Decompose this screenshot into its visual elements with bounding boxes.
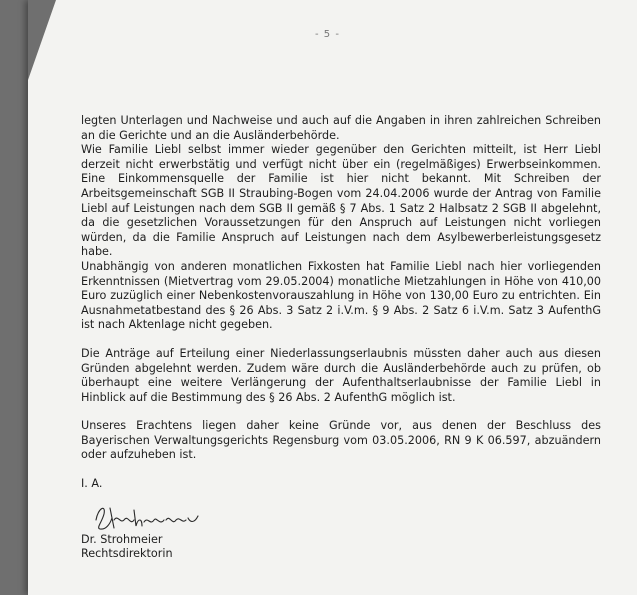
signer-title: Rechtsdirektorin — [81, 547, 173, 560]
page-number: - 5 - — [315, 29, 340, 40]
letter-body — [81, 114, 601, 492]
folded-corner — [28, 0, 56, 80]
paragraph-continuation: legten Unterlagen und Nachweise und auch auf die Angaben in ihren zahlreichen Schreiben an die Gerichte und an die Ausländerbehörde. — [81, 114, 601, 142]
paragraph-income: Wie Familie Liebl selbst immer wieder gegenüber den Gerichten mitteilt, ist Herr Liebl derzeit nicht erwerbstätig und verfügt nicht über ein (regelmäßiges) Erwerbseinkommen. Eine Einkommensquelle der Familie ist hier nicht bekannt. Mit Schreiben der Arbeitsgemeinschaft SGB II Straubing-Bogen vom 24.04.2006 wurde der Antrag von Familie Liebl auf Leistungen nach dem SGB II gemäß § 7 Abs. 1 Satz 2 Halbsatz 2 SGB II abgelehnt, da die gesetzlichen Voraussetzungen für den Anspruch auf Leistungen nicht vorliegen würden, da die Familie Anspruch auf Leistungen nach dem Asylbewerberleistungsgesetz habe. — [81, 143, 601, 259]
handwritten-signature — [90, 498, 210, 534]
signer-name: Dr. Strohmeier — [81, 533, 163, 546]
document-page — [28, 0, 637, 595]
closing-ia: I. A. — [81, 477, 103, 491]
paragraph-rent: Unabhängig von anderen monatlichen Fixkosten hat Familie Liebl nach hier vorliegenden Erkenntnissen (Mietvertrag vom 29.05.2004) monatliche Mietzahlungen in Höhe von 410,00 Euro zuzüglich einer Nebenkostenvorauszahlung in Höhe von 130,00 Euro zu entrichten. Ein Ausnahmetatbestand des § 26 Abs. 3 Satz 2 i.V.m. § 9 Abs. 2 Satz 6 i.V.m. Satz 3 AufenthG ist nach Aktenlage nicht gegeben. — [81, 259, 601, 332]
paragraph-applications: Die Anträge auf Erteilung einer Niederlassungserlaubnis müssten daher auch aus diesen Gründen abgelehnt werden. Zudem wäre durch die Ausländerbehörde auch zu prüfen, ob überhaupt eine weitere Verlängerung der Aufenthaltserlaubnisse der Familie Liebl in Hinblick auf die Bestimmung des § 26 Abs. 2 AufenthG möglich ist. — [81, 346, 601, 404]
paragraph-conclusion: Unseres Erachtens liegen daher keine Gründe vor, aus denen der Beschluss des Bayerischen Verwaltungsgerichts Regensburg vom 03.05.2006, RN 9 K 06.597, abzuändern oder aufzuheben ist. — [81, 419, 601, 462]
